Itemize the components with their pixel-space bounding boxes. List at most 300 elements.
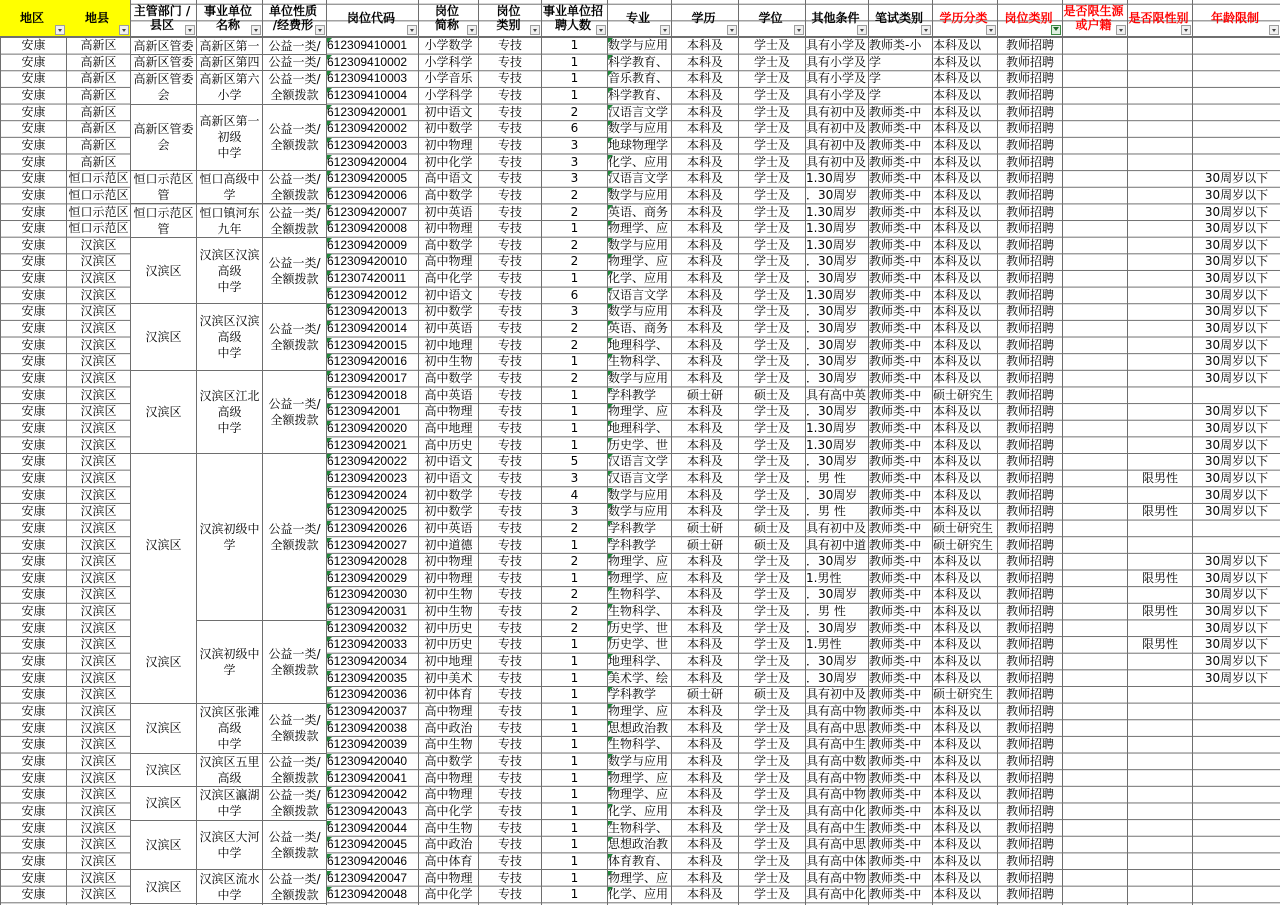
county-cell[interactable]: 汉滨区 — [80, 853, 117, 868]
education-cell[interactable]: 本科及 — [686, 454, 723, 469]
education-cell[interactable]: 本科及 — [686, 221, 723, 236]
exam-type-cell[interactable]: 教师类-中 — [869, 420, 922, 435]
dropdown-arrow-icon[interactable] — [921, 25, 931, 35]
exam-type-cell[interactable]: 教师类-中 — [869, 387, 922, 402]
post-code-cell[interactable]: 612309420006 — [326, 187, 418, 204]
region-cell[interactable]: 安康 — [21, 437, 46, 452]
gender-limit-cell[interactable]: 限男性 — [1141, 570, 1178, 585]
post-code-cell[interactable]: 612309420001 — [326, 104, 418, 121]
headcount-cell[interactable]: 1 — [570, 787, 579, 802]
edu-class-cell[interactable]: 本科及以 — [933, 587, 982, 602]
degree-cell[interactable]: 学士及 — [753, 104, 790, 119]
post-category-cell[interactable]: 专技 — [497, 420, 522, 435]
other-conditions-cell[interactable]: 具有初中及 — [806, 687, 867, 702]
edu-class-cell[interactable]: 本科及以 — [933, 121, 982, 136]
department-merged-cell[interactable] — [131, 304, 197, 371]
exam-type-cell[interactable]: 教师类-中 — [869, 470, 922, 485]
degree-cell[interactable]: 学士及 — [753, 204, 790, 219]
other-conditions-cell[interactable]: 具有初中及 — [806, 520, 867, 535]
filter-active-icon[interactable] — [1051, 25, 1061, 35]
major-cell[interactable]: 物理学、应 — [607, 220, 671, 237]
region-cell[interactable]: 安康 — [21, 454, 46, 469]
exam-type-cell[interactable]: 教师类-中 — [869, 704, 922, 718]
post-type-cell[interactable]: 教师招聘 — [1005, 870, 1054, 885]
region-cell[interactable]: 安康 — [21, 720, 46, 735]
exam-type-cell[interactable]: 教师类-中 — [869, 687, 922, 702]
other-conditions-cell[interactable]: 1.30周岁 — [806, 437, 857, 452]
post-code-cell[interactable]: 612309420027 — [326, 537, 418, 554]
post-category-cell[interactable]: 专技 — [497, 354, 522, 369]
edu-class-cell[interactable]: 本科及以 — [933, 137, 982, 152]
other-conditions-cell[interactable]: 具有高中思 — [806, 837, 867, 852]
county-cell[interactable]: 汉滨区 — [80, 654, 117, 669]
edu-class-cell[interactable]: 本科及以 — [933, 803, 982, 818]
edu-class-cell[interactable]: 本科及以 — [933, 853, 982, 868]
exam-type-cell[interactable]: 教师类-中 — [869, 404, 922, 419]
age-limit-cell[interactable]: 30周岁以下 — [1204, 420, 1269, 435]
county-cell[interactable]: 汉滨区 — [80, 520, 117, 535]
county-cell[interactable]: 汉滨区 — [80, 887, 117, 902]
post-type-cell[interactable]: 教师招聘 — [1005, 337, 1054, 352]
major-cell[interactable]: 汉语言文学 — [607, 104, 671, 121]
region-cell[interactable]: 安康 — [21, 587, 46, 602]
degree-cell[interactable]: 学士及 — [753, 753, 790, 768]
exam-type-cell[interactable]: 教师类-中 — [869, 371, 922, 385]
post-type-cell[interactable]: 教师招聘 — [1005, 321, 1054, 336]
other-conditions-cell[interactable]: 具有高中物 — [806, 870, 867, 885]
major-cell[interactable]: 美术学、绘 — [607, 670, 671, 687]
edu-class-cell[interactable]: 本科及以 — [933, 654, 982, 669]
headcount-cell[interactable]: 1 — [570, 637, 579, 652]
post-code-cell[interactable]: 612309420038 — [326, 720, 418, 737]
post-type-cell[interactable]: 教师招聘 — [1005, 587, 1054, 602]
post-category-cell[interactable]: 专技 — [497, 537, 522, 552]
exam-type-cell[interactable]: 教师类-中 — [869, 121, 922, 136]
other-conditions-cell[interactable]: 具有高中化 — [806, 887, 867, 902]
post-type-cell[interactable]: 教师招聘 — [1005, 537, 1054, 552]
unit-name-merged-cell[interactable] — [197, 304, 263, 371]
edu-class-cell[interactable]: 本科及以 — [933, 154, 982, 169]
post-code-cell[interactable]: 612309420046 — [326, 853, 418, 870]
post-code-cell[interactable]: 612309420042 — [326, 786, 418, 803]
education-cell[interactable]: 本科及 — [686, 470, 723, 485]
headcount-cell[interactable]: 2 — [570, 587, 579, 602]
post-category-cell[interactable]: 专技 — [497, 337, 522, 352]
department-merged-cell[interactable] — [131, 55, 197, 72]
region-cell[interactable]: 安康 — [21, 637, 46, 652]
post-short-cell[interactable]: 高中物理 — [424, 770, 473, 785]
other-conditions-cell[interactable]: ．男 性 — [806, 604, 846, 619]
gender-limit-cell[interactable]: 限男性 — [1141, 604, 1178, 619]
degree-cell[interactable]: 硕士及 — [753, 537, 790, 552]
post-short-cell[interactable]: 初中化学 — [424, 154, 473, 169]
education-cell[interactable]: 本科及 — [686, 487, 723, 502]
gender-limit-cell[interactable]: 限男性 — [1141, 470, 1178, 485]
department-merged-cell[interactable] — [131, 71, 197, 104]
headcount-cell[interactable]: 2 — [570, 254, 579, 269]
county-cell[interactable]: 汉滨区 — [80, 687, 117, 702]
education-cell[interactable]: 硕士研 — [686, 520, 723, 535]
post-type-cell[interactable]: 教师招聘 — [1005, 204, 1054, 219]
education-cell[interactable]: 本科及 — [686, 420, 723, 435]
headcount-cell[interactable]: 1 — [570, 654, 579, 669]
department-merged-cell[interactable] — [131, 871, 197, 904]
major-cell[interactable]: 数学与应用 — [607, 487, 671, 504]
exam-type-cell[interactable]: 教师类-中 — [869, 137, 922, 152]
region-cell[interactable]: 安康 — [21, 820, 46, 835]
post-type-cell[interactable]: 教师招聘 — [1005, 154, 1054, 169]
age-limit-cell[interactable]: 30周岁以下 — [1204, 271, 1269, 286]
age-limit-cell[interactable]: 30周岁以下 — [1204, 454, 1269, 469]
edu-class-cell[interactable]: 本科及以 — [933, 704, 982, 718]
education-cell[interactable]: 本科及 — [686, 887, 723, 902]
exam-type-cell[interactable]: 教师类-中 — [869, 637, 922, 652]
unit-nature-merged-cell[interactable] — [263, 304, 327, 371]
major-cell[interactable]: 思想政治教 — [607, 836, 671, 853]
exam-type-cell[interactable]: 教师类-中 — [869, 720, 922, 735]
exam-type-cell[interactable]: 教师类-中 — [869, 337, 922, 352]
edu-class-cell[interactable]: 本科及以 — [933, 570, 982, 585]
degree-cell[interactable]: 学士及 — [753, 287, 790, 302]
post-short-cell[interactable]: 初中英语 — [424, 520, 473, 535]
other-conditions-cell[interactable]: ．30周岁 — [806, 371, 858, 385]
department-merged-cell[interactable] — [131, 621, 197, 704]
exam-type-cell[interactable]: 教师类-中 — [869, 787, 922, 802]
post-category-cell[interactable]: 专技 — [497, 637, 522, 652]
department-merged-cell[interactable] — [131, 205, 197, 238]
gender-limit-cell[interactable]: 限男性 — [1141, 504, 1178, 519]
edu-class-cell[interactable]: 本科及以 — [933, 870, 982, 885]
degree-cell[interactable]: 学士及 — [753, 887, 790, 902]
unit-name-merged-cell[interactable] — [197, 821, 263, 871]
post-category-cell[interactable]: 专技 — [497, 104, 522, 119]
post-short-cell[interactable]: 初中英语 — [424, 204, 473, 219]
major-cell[interactable]: 科学教育、 — [607, 54, 671, 71]
region-cell[interactable]: 安康 — [21, 787, 46, 802]
county-cell[interactable]: 汉滨区 — [80, 820, 117, 835]
post-type-cell[interactable]: 教师招聘 — [1005, 887, 1054, 902]
post-type-cell[interactable]: 教师招聘 — [1005, 121, 1054, 136]
exam-type-cell[interactable]: 教师类-中 — [869, 620, 922, 635]
other-conditions-cell[interactable]: 具有高中化 — [806, 803, 867, 818]
major-cell[interactable]: 汉语言文学 — [607, 287, 671, 304]
county-cell[interactable]: 恒口示范区 — [68, 171, 129, 186]
region-cell[interactable]: 安康 — [21, 570, 46, 585]
other-conditions-cell[interactable]: ．男 性 — [806, 470, 846, 485]
post-category-cell[interactable]: 专技 — [497, 137, 522, 152]
degree-cell[interactable]: 学士及 — [753, 604, 790, 619]
headcount-cell[interactable]: 3 — [570, 504, 579, 519]
exam-type-cell[interactable]: 教师类-中 — [869, 154, 922, 169]
headcount-cell[interactable]: 2 — [570, 604, 579, 619]
degree-cell[interactable]: 学士及 — [753, 221, 790, 236]
dropdown-arrow-icon[interactable] — [55, 25, 65, 35]
edu-class-cell[interactable]: 本科及以 — [933, 554, 982, 569]
edu-class-cell[interactable]: 本科及以 — [933, 87, 982, 102]
post-category-cell[interactable]: 专技 — [497, 787, 522, 802]
post-short-cell[interactable]: 初中生物 — [424, 354, 473, 369]
post-category-cell[interactable]: 专技 — [497, 620, 522, 635]
degree-cell[interactable]: 学士及 — [753, 853, 790, 868]
headcount-cell[interactable]: 1 — [570, 570, 579, 585]
post-code-cell[interactable]: 612309420022 — [326, 453, 418, 470]
exam-type-cell[interactable]: 教师类-中 — [869, 204, 922, 219]
degree-cell[interactable]: 学士及 — [753, 420, 790, 435]
region-cell[interactable]: 安康 — [21, 54, 46, 69]
other-conditions-cell[interactable]: 具有高中物 — [806, 704, 867, 718]
post-code-cell[interactable]: 612309420020 — [326, 420, 418, 437]
post-category-cell[interactable]: 专技 — [497, 171, 522, 186]
post-category-cell[interactable]: 专技 — [497, 254, 522, 269]
unit-name-merged-cell[interactable] — [197, 105, 263, 172]
post-category-cell[interactable]: 专技 — [497, 570, 522, 585]
post-short-cell[interactable]: 高中化学 — [424, 803, 473, 818]
county-cell[interactable]: 高新区 — [80, 38, 117, 52]
major-cell[interactable]: 化学、应用 — [607, 886, 671, 903]
exam-type-cell[interactable]: 教师类-中 — [869, 520, 922, 535]
post-code-cell[interactable]: 612309420040 — [326, 753, 418, 770]
region-cell[interactable]: 安康 — [21, 404, 46, 419]
education-cell[interactable]: 本科及 — [686, 271, 723, 286]
education-cell[interactable]: 本科及 — [686, 870, 723, 885]
other-conditions-cell[interactable]: 具有初中及 — [806, 104, 867, 119]
post-type-cell[interactable]: 教师招聘 — [1005, 287, 1054, 302]
post-code-cell[interactable]: 612309420002 — [326, 120, 418, 137]
unit-name-merged-cell[interactable] — [197, 71, 263, 104]
degree-cell[interactable]: 学士及 — [753, 770, 790, 785]
edu-class-cell[interactable]: 硕士研究生 — [933, 687, 994, 702]
unit-nature-merged-cell[interactable] — [263, 704, 327, 754]
post-type-cell[interactable]: 教师招聘 — [1005, 404, 1054, 419]
major-cell[interactable]: 数学与应用 — [607, 303, 671, 320]
post-type-cell[interactable]: 教师招聘 — [1005, 570, 1054, 585]
exam-type-cell[interactable]: 教师类-小 — [869, 38, 922, 52]
exam-type-cell[interactable]: 教师类-中 — [869, 454, 922, 469]
post-short-cell[interactable]: 高中物理 — [424, 870, 473, 885]
other-conditions-cell[interactable]: 1.30周岁 — [806, 171, 857, 186]
edu-class-cell[interactable]: 本科及以 — [933, 887, 982, 902]
exam-type-cell[interactable]: 教师类-中 — [869, 820, 922, 835]
unit-name-merged-cell[interactable] — [197, 871, 263, 904]
post-category-cell[interactable]: 专技 — [497, 654, 522, 669]
post-code-cell[interactable]: 612309420010 — [326, 253, 418, 270]
post-short-cell[interactable]: 初中道德 — [424, 537, 473, 552]
age-limit-cell[interactable]: 30周岁以下 — [1204, 304, 1269, 319]
post-code-cell[interactable]: 612309420047 — [326, 870, 418, 887]
region-cell[interactable]: 安康 — [21, 420, 46, 435]
dropdown-arrow-icon[interactable] — [1181, 25, 1191, 35]
exam-type-cell[interactable]: 教师类-中 — [869, 104, 922, 119]
education-cell[interactable]: 本科及 — [686, 404, 723, 419]
degree-cell[interactable]: 学士及 — [753, 737, 790, 752]
headcount-cell[interactable]: 1 — [570, 737, 579, 752]
headcount-cell[interactable]: 2 — [570, 187, 579, 202]
education-cell[interactable]: 本科及 — [686, 137, 723, 152]
county-cell[interactable]: 汉滨区 — [80, 504, 117, 519]
education-cell[interactable]: 本科及 — [686, 354, 723, 369]
headcount-cell[interactable]: 2 — [570, 371, 579, 385]
county-cell[interactable]: 汉滨区 — [80, 803, 117, 818]
post-type-cell[interactable]: 教师招聘 — [1005, 520, 1054, 535]
county-cell[interactable]: 恒口示范区 — [68, 187, 129, 202]
county-cell[interactable]: 汉滨区 — [80, 537, 117, 552]
post-code-cell[interactable]: 612309420004 — [326, 154, 418, 171]
edu-class-cell[interactable]: 本科及以 — [933, 837, 982, 852]
post-category-cell[interactable]: 专技 — [497, 87, 522, 102]
post-code-cell[interactable]: 612309420031 — [326, 603, 418, 620]
post-category-cell[interactable]: 专技 — [497, 870, 522, 885]
county-cell[interactable]: 汉滨区 — [80, 870, 117, 885]
other-conditions-cell[interactable]: ．30周岁 — [806, 620, 858, 635]
county-cell[interactable]: 高新区 — [80, 154, 117, 169]
education-cell[interactable]: 本科及 — [686, 803, 723, 818]
region-cell[interactable]: 安康 — [21, 753, 46, 768]
post-category-cell[interactable]: 专技 — [497, 304, 522, 319]
education-cell[interactable]: 本科及 — [686, 554, 723, 569]
dropdown-arrow-icon[interactable] — [794, 25, 804, 35]
edu-class-cell[interactable]: 本科及以 — [933, 204, 982, 219]
region-cell[interactable]: 安康 — [21, 620, 46, 635]
county-cell[interactable]: 汉滨区 — [80, 437, 117, 452]
header-age-limit[interactable] — [1192, 0, 1280, 37]
dropdown-arrow-icon[interactable] — [315, 25, 325, 35]
post-code-cell[interactable]: 612309420008 — [326, 220, 418, 237]
post-short-cell[interactable]: 高中政治 — [424, 720, 473, 735]
post-code-cell[interactable]: 612309420043 — [326, 803, 418, 820]
region-cell[interactable]: 安康 — [21, 687, 46, 702]
post-category-cell[interactable]: 专技 — [497, 271, 522, 286]
headcount-cell[interactable]: 1 — [570, 420, 579, 435]
education-cell[interactable]: 本科及 — [686, 637, 723, 652]
age-limit-cell[interactable]: 30周岁以下 — [1204, 587, 1269, 602]
post-type-cell[interactable]: 教师招聘 — [1005, 803, 1054, 818]
region-cell[interactable]: 安康 — [21, 38, 46, 52]
exam-type-cell[interactable]: 教师类-中 — [869, 803, 922, 818]
edu-class-cell[interactable]: 本科及以 — [933, 787, 982, 802]
education-cell[interactable]: 本科及 — [686, 54, 723, 69]
post-code-cell[interactable]: 612309420036 — [326, 686, 418, 703]
unit-name-merged-cell[interactable] — [197, 55, 263, 72]
post-code-cell[interactable]: 612309420014 — [326, 320, 418, 337]
edu-class-cell[interactable]: 本科及以 — [933, 420, 982, 435]
major-cell[interactable]: 生物科学、 — [607, 736, 671, 753]
post-type-cell[interactable]: 教师招聘 — [1005, 171, 1054, 186]
header-hukou-limit[interactable] — [1062, 0, 1128, 37]
header-post-code[interactable] — [326, 0, 419, 37]
post-short-cell[interactable]: 初中地理 — [424, 654, 473, 669]
post-code-cell[interactable]: 612309420033 — [326, 636, 418, 653]
region-cell[interactable]: 安康 — [21, 121, 46, 136]
other-conditions-cell[interactable]: 1.男性 — [806, 637, 842, 652]
major-cell[interactable]: 汉语言文学 — [607, 453, 671, 470]
post-code-cell[interactable]: 612309420028 — [326, 553, 418, 570]
unit-nature-merged-cell[interactable] — [263, 38, 327, 55]
headcount-cell[interactable]: 1 — [570, 753, 579, 768]
unit-nature-merged-cell[interactable] — [263, 621, 327, 704]
edu-class-cell[interactable]: 本科及以 — [933, 670, 982, 685]
education-cell[interactable]: 本科及 — [686, 71, 723, 86]
other-conditions-cell[interactable]: ．30周岁 — [806, 271, 858, 286]
post-type-cell[interactable]: 教师招聘 — [1005, 753, 1054, 768]
degree-cell[interactable]: 学士及 — [753, 87, 790, 102]
age-limit-cell[interactable]: 30周岁以下 — [1204, 487, 1269, 502]
post-short-cell[interactable]: 高中物理 — [424, 787, 473, 802]
education-cell[interactable]: 本科及 — [686, 753, 723, 768]
post-category-cell[interactable]: 专技 — [497, 71, 522, 86]
edu-class-cell[interactable]: 本科及以 — [933, 354, 982, 369]
degree-cell[interactable]: 学士及 — [753, 637, 790, 652]
county-cell[interactable]: 汉滨区 — [80, 420, 117, 435]
county-cell[interactable]: 汉滨区 — [80, 604, 117, 619]
age-limit-cell[interactable]: 30周岁以下 — [1204, 187, 1269, 202]
post-category-cell[interactable]: 专技 — [497, 853, 522, 868]
age-limit-cell[interactable]: 30周岁以下 — [1204, 570, 1269, 585]
post-code-cell[interactable]: 612309420021 — [326, 437, 418, 454]
region-cell[interactable]: 安康 — [21, 371, 46, 385]
header-unit-nature[interactable] — [262, 0, 327, 37]
other-conditions-cell[interactable]: 1.30周岁 — [806, 287, 857, 302]
region-cell[interactable]: 安康 — [21, 154, 46, 169]
exam-type-cell[interactable]: 教师类-中 — [869, 504, 922, 519]
post-category-cell[interactable]: 专技 — [497, 321, 522, 336]
post-short-cell[interactable]: 小学科学 — [424, 87, 473, 102]
headcount-cell[interactable]: 1 — [570, 770, 579, 785]
region-cell[interactable]: 安康 — [21, 504, 46, 519]
other-conditions-cell[interactable]: 具有初中及 — [806, 121, 867, 136]
post-short-cell[interactable]: 初中生物 — [424, 587, 473, 602]
degree-cell[interactable]: 学士及 — [753, 870, 790, 885]
county-cell[interactable]: 汉滨区 — [80, 337, 117, 352]
headcount-cell[interactable]: 1 — [570, 704, 579, 718]
post-short-cell[interactable]: 高中化学 — [424, 271, 473, 286]
other-conditions-cell[interactable]: 1.30周岁 — [806, 420, 857, 435]
post-category-cell[interactable]: 专技 — [497, 720, 522, 735]
age-limit-cell[interactable]: 30周岁以下 — [1204, 254, 1269, 269]
degree-cell[interactable]: 学士及 — [753, 720, 790, 735]
age-limit-cell[interactable]: 30周岁以下 — [1204, 237, 1269, 252]
edu-class-cell[interactable]: 本科及以 — [933, 187, 982, 202]
post-code-cell[interactable]: 612309420030 — [326, 586, 418, 603]
post-code-cell[interactable]: 612309420029 — [326, 570, 418, 587]
post-category-cell[interactable]: 专技 — [497, 437, 522, 452]
major-cell[interactable]: 物理学、应 — [607, 403, 671, 420]
other-conditions-cell[interactable]: 具有小学及 — [806, 87, 867, 102]
region-cell[interactable]: 安康 — [21, 287, 46, 302]
post-short-cell[interactable]: 小学音乐 — [424, 71, 473, 86]
major-cell[interactable]: 数学与应用 — [607, 503, 671, 520]
post-code-cell[interactable]: 612309420034 — [326, 653, 418, 670]
county-cell[interactable]: 汉滨区 — [80, 587, 117, 602]
major-cell[interactable]: 历史学、世 — [607, 620, 671, 637]
major-cell[interactable]: 数学与应用 — [607, 37, 671, 54]
major-cell[interactable]: 历史学、世 — [607, 437, 671, 454]
post-category-cell[interactable]: 专技 — [497, 287, 522, 302]
education-cell[interactable]: 本科及 — [686, 720, 723, 735]
dropdown-arrow-icon[interactable] — [727, 25, 737, 35]
age-limit-cell[interactable]: 30周岁以下 — [1204, 221, 1269, 236]
post-short-cell[interactable]: 高中物理 — [424, 254, 473, 269]
education-cell[interactable]: 本科及 — [686, 770, 723, 785]
post-code-cell[interactable]: 612309420026 — [326, 520, 418, 537]
post-type-cell[interactable]: 教师招聘 — [1005, 54, 1054, 69]
other-conditions-cell[interactable]: ．30周岁 — [806, 354, 858, 369]
other-conditions-cell[interactable]: 具有初中及 — [806, 137, 867, 152]
major-cell[interactable]: 汉语言文学 — [607, 470, 671, 487]
post-category-cell[interactable]: 专技 — [497, 803, 522, 818]
major-cell[interactable]: 地理科学、 — [607, 653, 671, 670]
region-cell[interactable]: 安康 — [21, 770, 46, 785]
edu-class-cell[interactable]: 本科及以 — [933, 820, 982, 835]
